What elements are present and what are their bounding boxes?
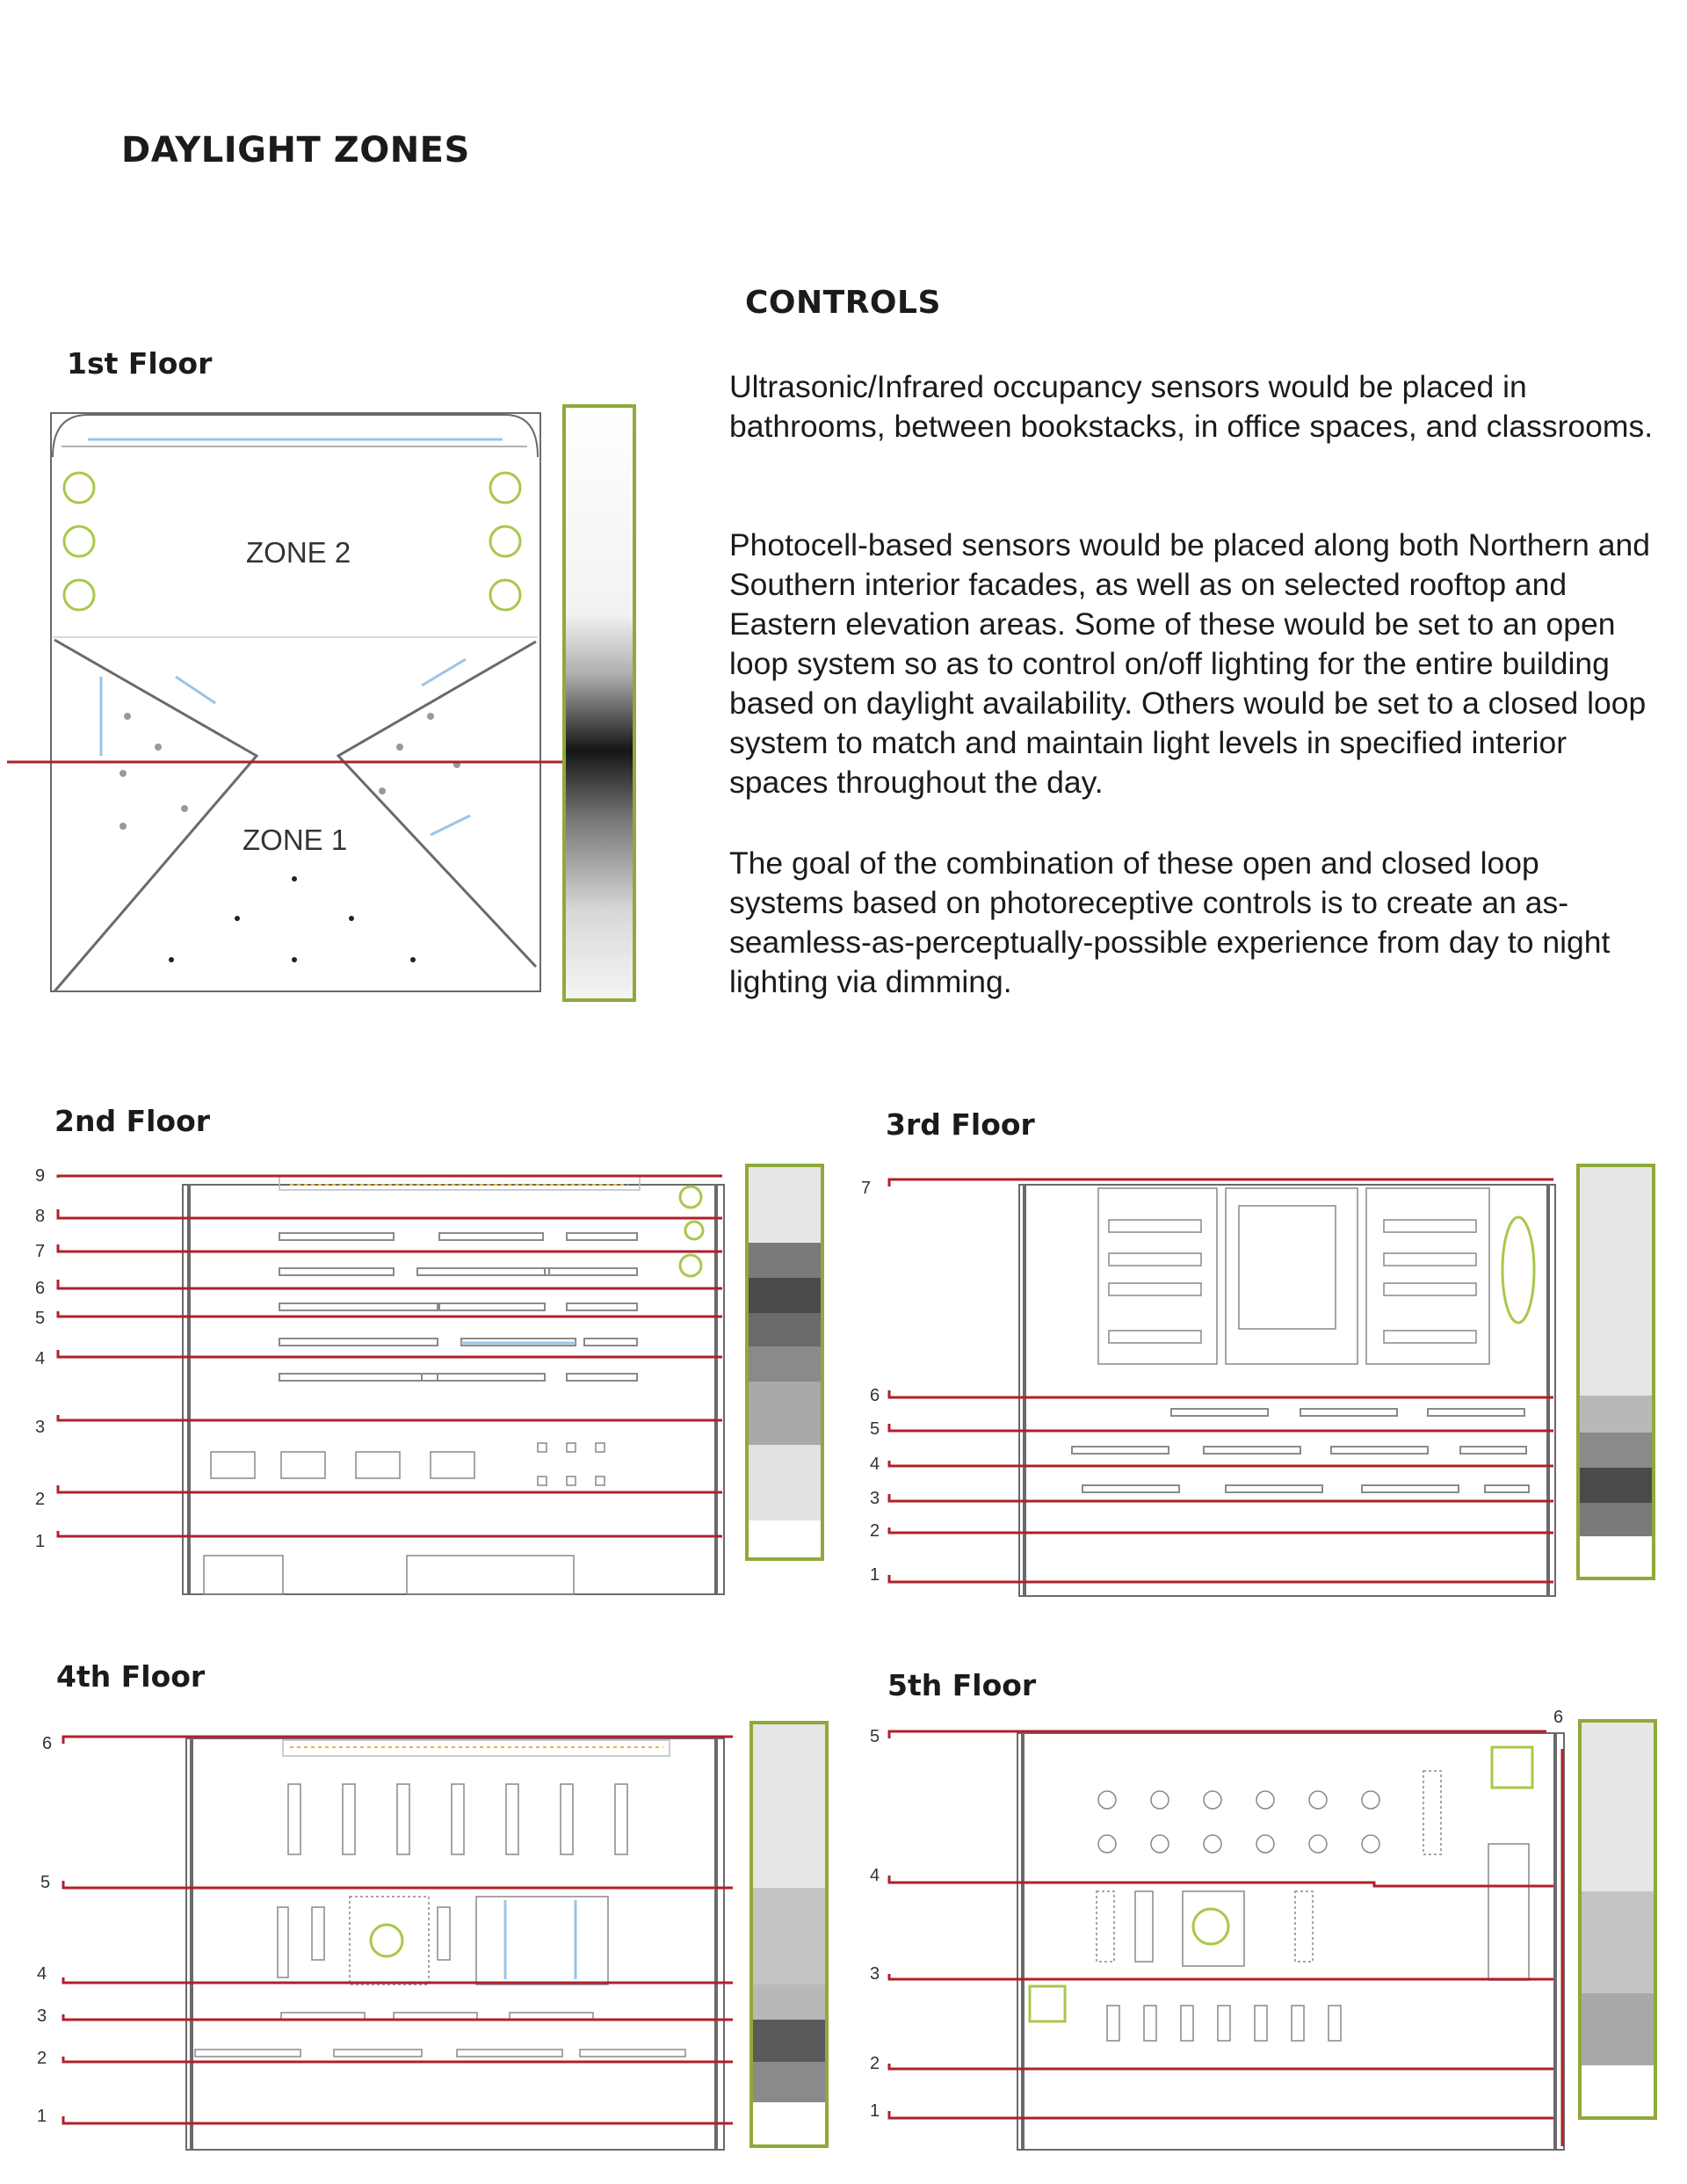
svg-text:5: 5 [870,1419,880,1439]
svg-text:3: 3 [35,1418,46,1437]
page-title: DAYLIGHT ZONES [121,130,470,171]
svg-text:4: 4 [870,1866,880,1885]
floor4-zone-numbers [37,1734,52,2126]
floor1-outline [51,413,540,991]
svg-text:3: 3 [870,1964,880,1984]
svg-text:1: 1 [870,1565,880,1585]
floor2-zone-numbers [35,1166,45,1551]
floor5-daylight-legend [1580,1721,1655,2118]
floor1-left-wing [54,640,257,991]
floor1-label: 1st Floor [67,346,213,381]
floor3-zone-numbers [861,1179,880,1585]
svg-text:4: 4 [37,1964,47,1984]
floor1-right-wing [338,642,536,967]
svg-text:2: 2 [870,2054,880,2073]
svg-text:1: 1 [870,2101,880,2121]
svg-text:3: 3 [870,1489,880,1508]
floor3-zone-lines [889,1179,1553,1582]
svg-text:6: 6 [42,1734,53,1753]
floor3-label: 3rd Floor [886,1107,1035,1142]
svg-text:5: 5 [35,1309,46,1328]
floor2-daylight-legend [747,1165,822,1559]
floor3-classrooms [1098,1188,1489,1364]
svg-text:6: 6 [870,1386,880,1405]
floor3-bookstacks [1072,1409,1529,1492]
svg-text:4: 4 [35,1349,46,1368]
floor3-daylight-legend [1578,1165,1654,1578]
floor1-light-fixtures [169,876,416,962]
floor1-plan [0,387,668,1055]
controls-paragraph-photocell: Photocell-based sensors would be placed along both Northern and Southern interior facades, as well as on selected rooftop and Eastern elevation areas. Some of these would be set to an open loop system so as to control on/off lighting for the entire building based on daylight availability. Others would be set to a closed loop system to match and maintain light levels in specified interior spaces throughout the day. [729,527,1650,800]
svg-text:7: 7 [861,1179,872,1198]
svg-text:1: 1 [35,1532,46,1551]
svg-text:2: 2 [870,1521,880,1541]
tree-icon [680,1186,703,1276]
svg-text:2: 2 [35,1490,46,1509]
svg-text:1: 1 [37,2107,47,2126]
svg-text:9: 9 [35,1166,46,1186]
svg-text:8: 8 [35,1207,46,1226]
floor2-zone-lines [58,1176,722,1536]
tree-icon [1502,1217,1534,1323]
floor1-daylight-legend [564,406,634,1000]
floor5-furniture [1097,1771,1529,2041]
floor4-daylight-legend [751,1723,827,2146]
svg-text:3: 3 [37,2006,47,2026]
floor2-bookstacks [279,1233,637,1381]
controls-paragraph-occupancy: Ultrasonic/Infrared occupancy sensors would be placed in bathrooms, between bookstacks, in office spaces, and classrooms. [729,369,1654,444]
floor1-zone1-label: ZONE 1 [243,824,348,856]
floor2-plan [0,1143,835,1582]
floor1-canopy [53,415,538,457]
floor5-zone-lines [889,1731,1562,2146]
svg-text:6: 6 [35,1279,46,1298]
svg-text:6: 6 [1553,1708,1564,1727]
floor4-label: 4th Floor [56,1659,206,1694]
floor2-label: 2nd Floor [54,1104,211,1138]
svg-text:2: 2 [37,2049,47,2068]
floor1-zone2-label: ZONE 2 [246,536,351,569]
controls-heading: CONTROLS [745,285,941,321]
svg-text:7: 7 [35,1242,46,1261]
floor5-zone-numbers [870,1708,1563,2121]
floor5-plan [835,1696,1669,2136]
floor4-plan [0,1696,835,2136]
controls-paragraph-goal: The goal of the combination of these open and closed loop systems based on photoreceptive controls is to create an as-seamless-as-perceptually-possible experience from day to night lighting via dimming. [729,845,1611,999]
svg-text:5: 5 [40,1873,51,1892]
svg-text:5: 5 [870,1727,880,1746]
floor3-plan [835,1143,1669,1585]
floor2-workstations [204,1443,605,1594]
floor4-study-tables [195,1784,685,2057]
svg-text:4: 4 [870,1455,880,1474]
floor5-label: 5th Floor [887,1668,1037,1702]
tree-icon [371,1925,402,1956]
